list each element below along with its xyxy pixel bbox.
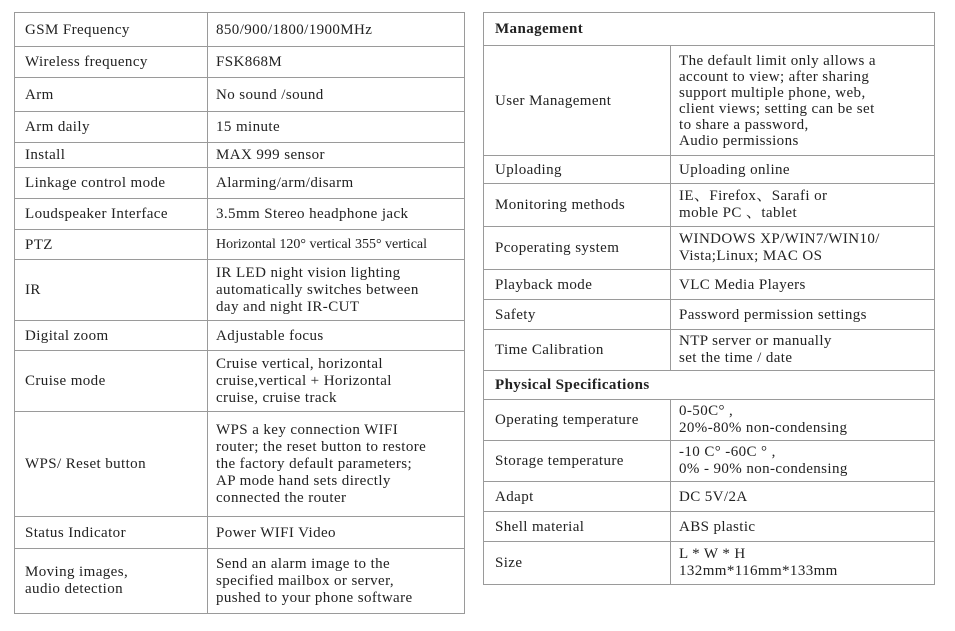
spec-label: Install (15, 143, 208, 168)
spec-value: Adjustable focus (208, 321, 465, 351)
spec-label: Operating temperature (484, 400, 671, 441)
table-row (15, 517, 465, 549)
spec-label: IR (15, 260, 208, 321)
spec-label: Safety (484, 300, 671, 330)
table-row (15, 47, 465, 78)
spec-label: Monitoring methods (484, 184, 671, 227)
spec-label: Time Calibration (484, 330, 671, 371)
spec-label: Digital zoom (15, 321, 208, 351)
spec-value: 850/900/1800/1900MHz (208, 13, 465, 47)
left-spec-table (14, 12, 465, 614)
spec-value: IR LED night vision lighting automatically switches between day and night IR-CUT (208, 260, 465, 321)
table-row (484, 46, 935, 156)
spec-value: Power WIFI Video (208, 517, 465, 549)
table-row (15, 412, 465, 517)
spec-label: Status Indicator (15, 517, 208, 549)
table-row (484, 441, 935, 482)
table-row (484, 512, 935, 542)
table-row (484, 156, 935, 184)
table-row (484, 184, 935, 227)
table-row (15, 549, 465, 614)
spec-label: Arm daily (15, 112, 208, 143)
spec-label: Loudspeaker Interface (15, 199, 208, 230)
physical-specifications-header: Physical Specifications (484, 371, 935, 400)
spec-label: Wireless frequency (15, 47, 208, 78)
section-header-row (484, 13, 935, 46)
spec-value: The default limit only allows a account to view; after sharing support multiple phone, web, client views; setting can be set to share a password, Audio permissions (671, 46, 935, 156)
spec-label: Playback mode (484, 270, 671, 300)
table-row (15, 321, 465, 351)
spec-value: DC 5V/2A (671, 482, 935, 512)
table-row (484, 482, 935, 512)
spec-value: ABS plastic (671, 512, 935, 542)
spec-value: 0-50C° , 20%-80% non-condensing (671, 400, 935, 441)
spec-value: IE、Firefox、Sarafi or moble PC 、tablet (671, 184, 935, 227)
table-row (15, 168, 465, 199)
table-row (484, 270, 935, 300)
spec-value: Cruise vertical, horizontal cruise,vertical + Horizontal cruise, cruise track (208, 351, 465, 412)
right-spec-table (483, 12, 935, 585)
spec-label: User Management (484, 46, 671, 156)
table-row (484, 542, 935, 585)
spec-label: Cruise mode (15, 351, 208, 412)
table-row (15, 260, 465, 321)
spec-value: -10 C° -60C ° , 0% - 90% non-condensing (671, 441, 935, 482)
table-row (15, 199, 465, 230)
table-row (15, 13, 465, 47)
section-header-row (484, 371, 935, 400)
table-row (15, 78, 465, 112)
spec-label: GSM Frequency (15, 13, 208, 47)
spec-value: Alarming/arm/disarm (208, 168, 465, 199)
spec-label: Moving images, audio detection (15, 549, 208, 614)
table-row (15, 112, 465, 143)
table-row (484, 330, 935, 371)
spec-value: NTP server or manually set the time / date (671, 330, 935, 371)
table-row (484, 227, 935, 270)
spec-label: Uploading (484, 156, 671, 184)
spec-value: VLC Media Players (671, 270, 935, 300)
spec-label: WPS/ Reset button (15, 412, 208, 517)
table-row (484, 400, 935, 441)
spec-label: Storage temperature (484, 441, 671, 482)
spec-value: Password permission settings (671, 300, 935, 330)
table-row (15, 351, 465, 412)
spec-label: PTZ (15, 230, 208, 260)
spec-value: WPS a key connection WIFI router; the reset button to restore the factory default parameters; AP mode hand sets directly connected the router (208, 412, 465, 517)
table-row (15, 230, 465, 260)
spec-label: Size (484, 542, 671, 585)
spec-value: 3.5mm Stereo headphone jack (208, 199, 465, 230)
spec-label: Shell material (484, 512, 671, 542)
table-row (484, 300, 935, 330)
spec-value: L * W * H 132mm*116mm*133mm (671, 542, 935, 585)
spec-value: Uploading online (671, 156, 935, 184)
spec-value: No sound /sound (208, 78, 465, 112)
spec-value: Horizontal 120° vertical 355° vertical (208, 230, 465, 260)
spec-label: Adapt (484, 482, 671, 512)
spec-value: Send an alarm image to the specified mailbox or server, pushed to your phone software (208, 549, 465, 614)
spec-label: Linkage control mode (15, 168, 208, 199)
spec-value: FSK868M (208, 47, 465, 78)
spec-value: WINDOWS XP/WIN7/WIN10/ Vista;Linux; MAC OS (671, 227, 935, 270)
table-row (15, 143, 465, 168)
management-header: Management (484, 13, 935, 46)
spec-value: MAX 999 sensor (208, 143, 465, 168)
spec-value: 15 minute (208, 112, 465, 143)
spec-label: Arm (15, 78, 208, 112)
spec-label: Pcoperating system (484, 227, 671, 270)
